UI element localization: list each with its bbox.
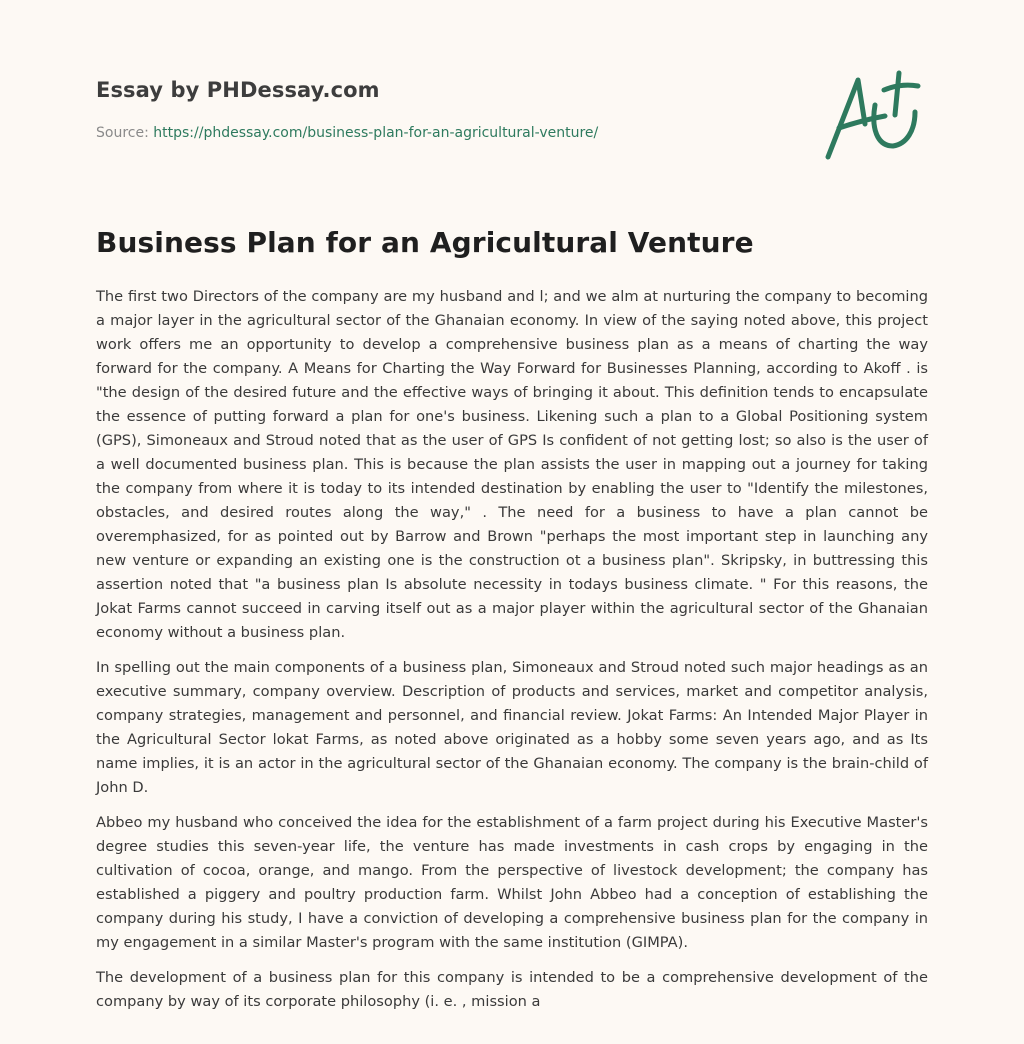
essay-paragraph: The development of a business plan for this company is intended to be a comprehensive development of the company by way of its corporate philosophy (i. e. , mission a: [96, 969, 928, 1010]
source-line: [96, 125, 598, 141]
essay-paragraph: Abbeo my husband who conceived the idea for the establishment of a farm project during his Executive Master's degree studies this seven-year life, the venture has made investments in cash crops by engaging in the cultivation of cocoa, orange, and mango. From the perspective of livestock development; the company has established a piggery and poultry production farm. Whilst John Abbeo had a conception of establishing the company during his study, I have a conviction of developing a comprehensive business plan for the company in my engagement in a similar Master's program with the same institution (GIMPA).: [96, 814, 928, 951]
a-plus-grade-logo-icon: [823, 68, 927, 162]
essay-body: [96, 285, 928, 1025]
source-link[interactable]: https://phdessay.com/business-plan-for-an-agricultural-venture/: [153, 125, 599, 141]
source-label: Source:: [96, 125, 154, 141]
essay-paragraph: In spelling out the main components of a business plan, Simoneaux and Stroud noted such major headings as an executive summary, company overview. Description of products and services, market and competitor analysis, company strategies, management and personnel, and financial review. Jokat Farms: An Intended Major Player in the Agricultural Sector lokat Farms, as noted above originated as a hobby some seven years ago, and as Its name implies, it is an actor in the agricultural sector of the Ghanaian economy. The company is the brain-child of John D.: [96, 659, 928, 796]
essay-header: [96, 74, 928, 194]
site-brand: Essay by PHDessay.com: [96, 78, 380, 102]
essay-paragraph: The first two Directors of the company are my husband and l; and we alm at nurturing the company to becoming a major layer in the agricultural sector of the Ghanaian economy. In view of the saying noted above, this project work offers me an opportunity to develop a comprehensive business plan as a means of charting the way forward for the company. A Means for Charting the Way Forward for Businesses Planning, according to Akoff . is "the design of the desired future and the effective ways of bringing it about. This definition tends to encapsulate the essence of putting forward a plan for one's business. Likening such a plan to a Global Positioning system (GPS), Simoneaux and Stroud noted that as the user of GPS Is confident of not getting lost; so also is the user of a well documented business plan. This is because the plan assists the user in mapping out a journey for taking the company from where it is today to its intended destination by enabling the user to "Identify the milestones, obstacles, and desired routes along the way," . The need for a business to have a plan cannot be overemphasized, for as pointed out by Barrow and Brown "perhaps the most important step in launching any new venture or expanding an existing one is the construction ot a business plan". Skripsky, in buttressing this assertion noted that "a business plan Is absolute necessity in todays business climate. " For this reasons, the Jokat Farms cannot succeed in carving itself out as a major player within the agricultural sector of the Ghanaian economy without a business plan.: [96, 288, 928, 641]
essay-title: Business Plan for an Agricultural Venture: [96, 226, 754, 259]
